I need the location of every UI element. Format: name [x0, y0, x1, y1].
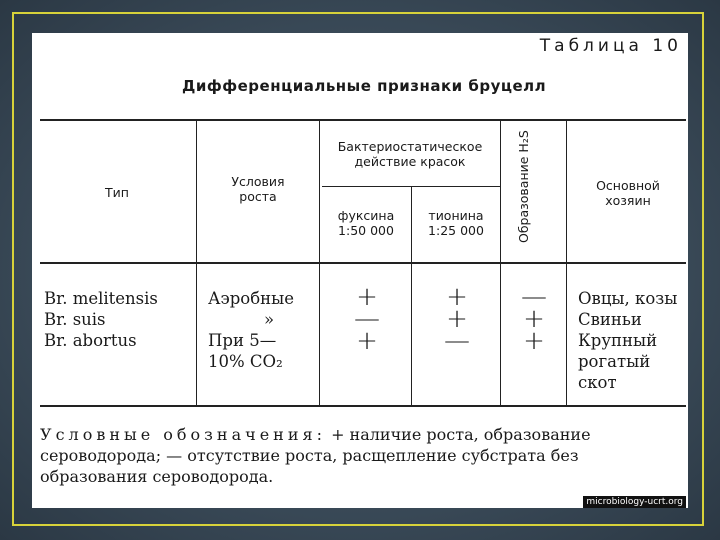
row-1-thionine: +: [446, 282, 468, 312]
col-sep-5: [566, 119, 567, 407]
col-sep-1: [196, 119, 197, 407]
row-2-type: Br. suis: [44, 310, 106, 329]
rule-bottom: [40, 405, 686, 407]
row-3-fuchsin: +: [356, 326, 378, 356]
header-bacteriostatic: Бактериостатическое действие красок: [337, 139, 483, 169]
header-thionine: тионина 1:25 000: [428, 208, 484, 238]
row-3-type: Br. abortus: [44, 331, 137, 350]
row-1-growth: Аэробные: [208, 289, 295, 308]
row-3-h2s: +: [523, 326, 545, 356]
legend-text: + наличие роста, образование сероводорода; — отсутствие роста, расщепление субстрата без образования сероводорода.: [40, 425, 591, 486]
row-2-fuchsin: —: [354, 304, 380, 334]
row-3-host: Крупный рогатый скот: [578, 331, 658, 392]
col-sep-2: [319, 119, 320, 407]
row-1-fuchsin: +: [356, 282, 378, 312]
table-page: [32, 33, 688, 508]
header-h2s: Образование H₂S: [516, 130, 531, 243]
rule-top: [40, 119, 686, 121]
row-2-host: Свиньи: [578, 310, 642, 329]
row-1-host: Овцы, козы: [578, 289, 678, 308]
row-3-growth: При 5—10% CO₂: [208, 331, 283, 371]
col-sep-4: [500, 119, 501, 407]
legend-lead: Условные обозначения:: [40, 425, 326, 444]
header-fuchsin: фуксина 1:50 000: [337, 208, 395, 238]
header-host: Основной хозяин: [596, 178, 660, 208]
rule-header-bottom: [40, 262, 686, 264]
row-2-growth: »: [264, 310, 275, 329]
col-sep-3: [411, 186, 412, 407]
row-3-thionine: —: [444, 326, 470, 356]
legend: [40, 424, 690, 487]
row-1-type: Br. melitensis: [44, 289, 158, 308]
table-number: Таблица 10: [539, 36, 682, 56]
header-growth: Условия роста: [231, 174, 285, 204]
row-2-thionine: +: [446, 304, 468, 334]
row-1-h2s: —: [521, 282, 547, 312]
watermark: microbiology-ucrt.org: [583, 496, 686, 508]
header-type: Тип: [105, 185, 129, 200]
row-2-h2s: +: [523, 304, 545, 334]
table-title: Дифференциальные признаки бруцелл: [182, 77, 547, 95]
